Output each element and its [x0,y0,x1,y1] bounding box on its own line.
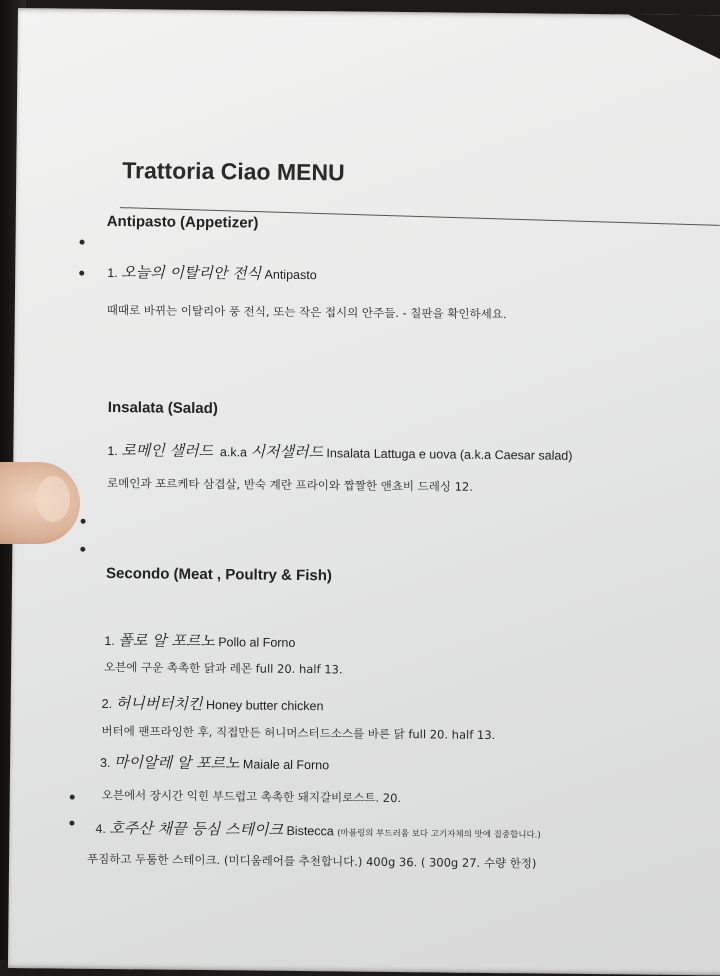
background-corner [627,14,720,67]
item-description: 오븐에 구운 촉촉한 닭과 레몬 full 20. half 13. [104,659,343,677]
item-number: 4. [95,821,106,836]
item-number: 1. [107,443,118,459]
handwritten-mark [79,271,84,276]
menu-item-bistecca [95,817,541,843]
item-number: 3. [100,755,111,771]
item-number: 1. [107,265,118,281]
menu-item-salad [107,439,572,465]
item-description: 버터에 팬프라잉한 후, 직접만든 허니머스터드소스를 바른 닭 full 20. half 13. [101,723,496,743]
item-korean-name: 호주산 채끝 등심 스테이크 [109,819,284,839]
menu-item-pollo [104,629,295,652]
menu-page [8,8,720,975]
handwritten-dot [81,519,86,524]
menu-item-antipasto [107,261,317,284]
thumbnail [36,476,70,522]
handwritten-dot [80,240,85,245]
item-number: 1. [104,633,115,649]
item-korean-name: 폴로 알 포르노 [118,631,215,651]
item-aka: a.k.a [219,445,248,460]
item-name: Maiale al Forno [242,757,330,773]
menu-item-honey-butter [102,692,324,715]
handwritten-mark [80,547,85,552]
item-name: Bistecca [286,823,334,839]
handwritten-dot [70,795,75,800]
item-korean-name: 허니버터치킨 [115,694,203,713]
item-name: Honey butter chicken [205,698,324,714]
section-heading-insalata: Insalata (Salad) [107,398,218,418]
menu-title: Trattoria Ciao MENU [122,157,345,186]
menu-item-maiale [100,751,329,774]
item-note: (마블링의 부드러움 보다 고기자체의 맛에 집중합니다.) [337,828,541,841]
item-number: 2. [101,696,113,712]
item-name: Antipasto [264,267,317,283]
section-heading-antipasto: Antipasto (Appetizer) [106,212,259,232]
item-description: 오븐에서 장시간 익힌 부드럽고 촉촉한 돼지갈비로스트. 20. [101,787,402,806]
section-heading-secondo: Secondo (Meat , Poultry & Fish) [105,564,333,585]
item-korean-alias: 시저샐러드 [250,442,324,462]
item-korean-name: 마이알레 알 포르노 [113,753,240,773]
item-korean-name: 로메인 샐러드 [121,441,214,461]
item-description: 로메인과 포르케타 삼겹살, 반숙 계란 프라이와 짭짤한 앤쵸비 드레싱 12. [106,475,473,494]
item-name: Insalata Lattuga e uova (a.k.a Caesar salad) [326,446,573,463]
item-name: Pollo al Forno [218,635,296,650]
item-description: 때때로 바뀌는 이탈리아 풍 전식, 또는 작은 접시의 안주들. - 칠판을 확인하세요. [106,302,507,322]
item-description: 푸짐하고 두툼한 스테이크. (미디움레어를 추천합니다.) 400g 36. ( 300g 27. 수량 한정) [87,851,537,871]
handwritten-mark [69,821,74,826]
item-korean-name: 오늘의 이탈리안 전식 [121,263,262,283]
